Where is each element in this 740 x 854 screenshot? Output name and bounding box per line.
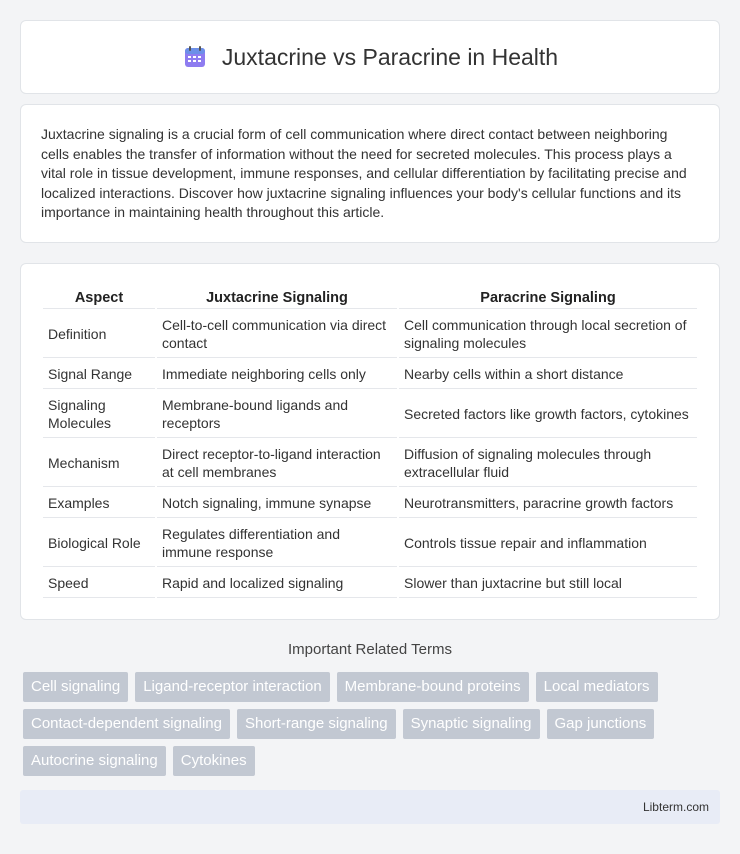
cell-juxtacrine: Direct receptor-to-ligand interaction at cell membranes <box>157 440 397 487</box>
table-header-row <box>43 286 697 309</box>
header-aspect: Aspect <box>43 286 155 309</box>
tag-short-range-signaling[interactable]: Short-range signaling <box>237 709 396 739</box>
cell-paracrine: Secreted factors like growth factors, cytokines <box>399 391 697 438</box>
header-juxtacrine: Juxtacrine Signaling <box>157 286 397 309</box>
cell-aspect: Biological Role <box>43 520 155 567</box>
cell-paracrine: Neurotransmitters, paracrine growth factors <box>399 489 697 518</box>
tag-ligand-receptor-interaction[interactable]: Ligand-receptor interaction <box>135 672 329 702</box>
cell-juxtacrine: Regulates differentiation and immune response <box>157 520 397 567</box>
tag-autocrine-signaling[interactable]: Autocrine signaling <box>23 746 166 776</box>
title-card <box>20 20 720 94</box>
tag-contact-dependent-signaling[interactable]: Contact-dependent signaling <box>23 709 230 739</box>
cell-paracrine: Cell communication through local secretion of signaling molecules <box>399 311 697 358</box>
tag-membrane-bound-proteins[interactable]: Membrane-bound proteins <box>337 672 529 702</box>
footer <box>20 790 720 824</box>
related-terms-list <box>23 672 723 783</box>
intro-text: Juxtacrine signaling is a crucial form of cell communication where direct contact between neighboring cells enables the transfer of information without the need for secreted molecules. This process plays a vital role in tissue development, immune responses, and cellular differentiation by facilitating precise and localized interactions. Discover how juxtacrine signaling influences your body's cellular functions and its importance in maintaining health throughout this article. <box>41 126 687 220</box>
cell-juxtacrine: Immediate neighboring cells only <box>157 360 397 389</box>
header-paracrine: Paracrine Signaling <box>399 286 697 309</box>
table-row <box>43 569 697 598</box>
tag-cytokines[interactable]: Cytokines <box>173 746 255 776</box>
cell-aspect: Signal Range <box>43 360 155 389</box>
footer-brand[interactable]: Libterm.com <box>642 800 709 814</box>
table-row <box>43 311 697 358</box>
calendar-icon <box>182 44 208 70</box>
cell-juxtacrine: Rapid and localized signaling <box>157 569 397 598</box>
table-row <box>43 489 697 518</box>
tag-gap-junctions[interactable]: Gap junctions <box>547 709 655 739</box>
tag-local-mediators[interactable]: Local mediators <box>536 672 658 702</box>
cell-paracrine: Slower than juxtacrine but still local <box>399 569 697 598</box>
table-row <box>43 520 697 567</box>
page-title: Juxtacrine vs Paracrine in Health <box>221 43 559 70</box>
table-row <box>43 360 697 389</box>
cell-aspect: Examples <box>43 489 155 518</box>
cell-juxtacrine: Membrane-bound ligands and receptors <box>157 391 397 438</box>
tag-synaptic-signaling[interactable]: Synaptic signaling <box>403 709 540 739</box>
comparison-table <box>41 284 699 600</box>
cell-juxtacrine: Notch signaling, immune synapse <box>157 489 397 518</box>
tag-cell-signaling[interactable]: Cell signaling <box>23 672 128 702</box>
table-row <box>43 440 697 487</box>
related-terms-title: Important Related Terms <box>288 641 452 658</box>
cell-paracrine: Nearby cells within a short distance <box>399 360 697 389</box>
comparison-card <box>20 263 720 620</box>
cell-paracrine: Controls tissue repair and inflammation <box>399 520 697 567</box>
cell-aspect: Speed <box>43 569 155 598</box>
cell-juxtacrine: Cell-to-cell communication via direct contact <box>157 311 397 358</box>
cell-aspect: Definition <box>43 311 155 358</box>
cell-paracrine: Diffusion of signaling molecules through extracellular fluid <box>399 440 697 487</box>
cell-aspect: Mechanism <box>43 440 155 487</box>
table-row <box>43 391 697 438</box>
cell-aspect: Signaling Molecules <box>43 391 155 438</box>
intro-card <box>20 104 720 243</box>
